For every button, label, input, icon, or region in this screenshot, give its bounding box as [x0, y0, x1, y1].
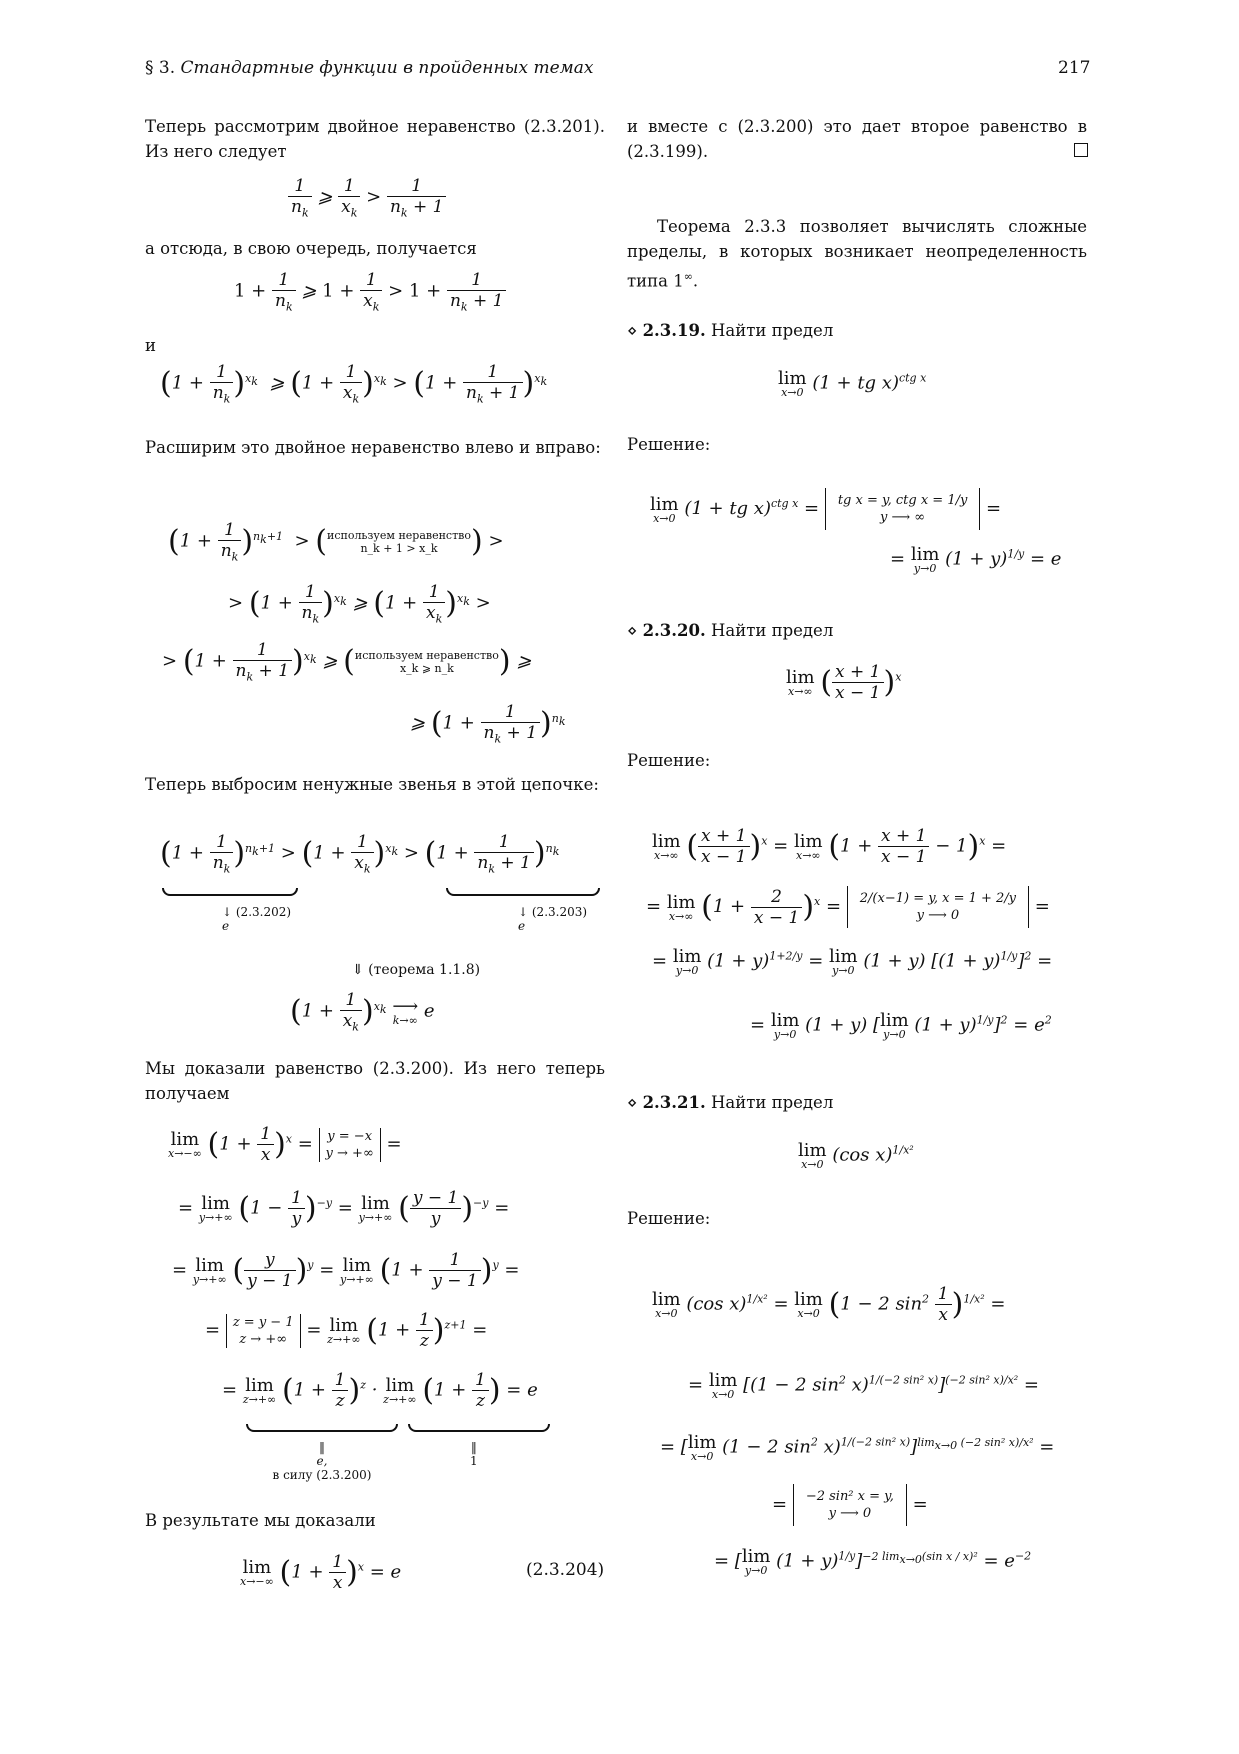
result-formula: lim x→−∞ (1 + $\frac{1}{x}$ )$^x$ = e — [240, 1552, 402, 1593]
solution-21-line-4: = −2 sin² x = y, y ⟶ 0 = — [772, 1484, 928, 1526]
problem-2-3-20: ⋄ 2.3.20. Найти предел — [627, 621, 834, 640]
section-title: Стандартные функции в пройденных темах — [180, 58, 594, 78]
solution-21-line-2: = lim x→0 [(1 − 2 $\sin^2 x)^{1/(-2 sin^2 x)}]^{(-2 sin^2 x)/x^2}$ = — [688, 1370, 1040, 1401]
inequality-1: $\frac{1}{n_k}$ ⩾ $\frac{1}{x_k}$ > $\frac{1}{n_k + 1}$ — [288, 176, 446, 219]
equation-number: (2.3.204) — [526, 1560, 605, 1580]
underbrace-one — [408, 1424, 550, 1432]
arrow-ref-a: ↓ (2.3.202) e — [222, 905, 292, 933]
section-mark: § 3. — [145, 58, 176, 78]
limit-e-line: (1 + $\frac{1}{x_k}$ )$^{x_k}$ ⟶ k→∞ e — [290, 990, 435, 1034]
left-paragraph-3: и — [145, 336, 156, 355]
chain-line-1: (1 + $\frac{1}{n_k}$ )$^{n_k+1}$ > (используем неравенство n_k + 1 > x_k ) > — [168, 520, 504, 564]
solution-21-line-3: = [ lim x→0 (1 − 2 $\sin^2 x)^{1/(-2 sin^2 x)}]^{lim_{x\to 0} (-2 sin^2 x)/x^2}$ = — [660, 1432, 1055, 1463]
brace-label-e: ‖ e, в силу (2.3.200) — [272, 1440, 372, 1482]
underbrace-e — [246, 1424, 398, 1432]
left-paragraph-7: В результате мы доказали — [145, 1511, 376, 1530]
solution-20-line-3: = lim y→0 $(1 + y)^{1+2/y}$ = lim y→0 (1 + y) $[(1 + y)^{1/y}]^2$ = — [652, 946, 1053, 977]
derivation-5: = lim z→+∞ (1 + $\frac{1}{z}$ )$^z$ · lim z→+∞ (1 + $\frac{1}{z}$ ) = e — [222, 1370, 538, 1411]
reduced-chain: (1 + $\frac{1}{n_k}$ )$^{n_k+1}$ > (1 + $\frac{1}{x_k}$ )$^{x_k}$ > (1 + $\frac{1}{n_k + 1}$ )$^{n_k}$ — [160, 832, 560, 876]
solution-label-21: Решение: — [627, 1209, 711, 1228]
problem-19-formula: lim x→0 (1 + tg x)$^{ctg x}$ — [778, 368, 927, 399]
left-paragraph-5: Теперь выбросим ненужные звенья в этой цепочке: — [145, 775, 599, 794]
brace-label-one: ‖ 1 — [470, 1440, 478, 1468]
arrow-ref-b: ↓ (2.3.203) e — [518, 905, 588, 933]
left-paragraph-2: а отсюда, в свою очередь, получается — [145, 239, 477, 258]
left-paragraph-1: Теперь рассмотрим двойное неравенство (2.3.201). Из него следует — [145, 117, 605, 161]
chain-line-4: ⩾ (1 + $\frac{1}{n_k + 1}$ )$^{n_k}$ — [410, 702, 566, 746]
derivation-3: = lim y→+∞ ( $\frac{y}{y - 1}$ )$^y$ = lim y→+∞ (1 + $\frac{1}{y - 1}$ )$^y$ = — [172, 1250, 520, 1291]
underbrace-left — [162, 888, 298, 896]
right-paragraph-1: и вместе с (2.3.200) это дает второе равенство в (2.3.199). — [627, 117, 1087, 161]
derivation-4: = z = y − 1 z → +∞ = lim z→+∞ (1 + $\frac{1}{z}$ )$^{z+1}$ = — [205, 1310, 488, 1351]
solution-19-line-2: = lim y→0 $(1 + y)^{1/y} = e$ — [890, 544, 1062, 575]
problem-20-formula: lim x→∞ ( $\frac{x + 1}{x - 1}$ )$^x$ — [786, 662, 902, 703]
qed-box — [1074, 142, 1088, 161]
problem-2-3-21: ⋄ 2.3.21. Найти предел — [627, 1093, 834, 1112]
derivation-1: lim x→−∞ (1 + $\frac{1}{x}$ )$^x$ = y = −x y → +∞ = — [168, 1124, 402, 1165]
chain-line-3: > (1 + $\frac{1}{n_k + 1}$ )$^{x_k}$ ⩾ (используем неравенство x_k ⩾ n_k ) ⩾ — [162, 640, 532, 684]
solution-21-line-1: lim x→0 (cos x)$^{1/x^2}$ = lim x→0 (1 − 2 $\sin^2$ $\frac{1}{x}$ )$^{1/x^2}$ = — [652, 1284, 1006, 1325]
solution-21-line-5: = [ lim y→0 $(1 + y)^{1/y}]^{-2 lim_{x\to 0}(sin x / x)^2} = e^{-2}$ — [714, 1546, 1032, 1577]
inequality-3: (1 + $\frac{1}{n_k}$ )$^{x_k}$ ⩾ (1 + $\frac{1}{x_k}$ )$^{x_k}$ > (1 + $\frac{1}{n_k + 1}$ )$^{x_k}$ — [160, 362, 548, 406]
left-paragraph-4: Расширим это двойное неравенство влево и вправо: — [145, 438, 601, 457]
derivation-2: = lim y→+∞ (1 − $\frac{1}{y}$ )$^{-y}$ = lim y→+∞ ( $\frac{y - 1}{y}$ )$^{-y}$ = — [178, 1188, 510, 1229]
solution-19-line-1: lim x→0 (1 + tg x)$^{ctg x}$ = tg x = y, ctg x = 1/y y ⟶ ∞ = — [650, 488, 1001, 530]
left-paragraph-6: Мы доказали равенство (2.3.200). Из него теперь получаем — [145, 1059, 605, 1103]
solution-label-19: Решение: — [627, 435, 711, 454]
page-number: 217 — [1058, 58, 1091, 78]
inequality-2: 1 + $\frac{1}{n_k}$ ⩾ 1 + $\frac{1}{x_k}$ > 1 + $\frac{1}{n_k + 1}$ — [234, 270, 506, 313]
chain-line-2: > (1 + $\frac{1}{n_k}$ )$^{x_k}$ ⩾ (1 + $\frac{1}{x_k}$ )$^{x_k}$ > — [228, 582, 491, 626]
solution-20-line-1: lim x→∞ ( $\frac{x + 1}{x - 1}$ )$^x$ = lim x→∞ (1 + $\frac{x + 1}{x - 1}$ − 1)$^x$ = — [652, 826, 1007, 867]
solution-label-20: Решение: — [627, 751, 711, 770]
problem-21-formula: lim x→0 (cos x)$^{1/x^2}$ — [798, 1140, 914, 1171]
solution-20-line-2: = lim x→∞ (1 + $\frac{2}{x - 1}$ )$^x$ = 2/(x−1) = y, x = 1 + 2/y y ⟶ 0 = — [646, 886, 1050, 928]
underbrace-right — [446, 888, 600, 896]
right-paragraph-2: Теорема 2.3.3 позволяет вычислять сложные пределы, в которых возникает неопределенность типа 1∞. — [627, 217, 1087, 291]
running-header — [145, 58, 593, 78]
solution-20-line-4: = lim y→0 (1 + y) [ lim y→0 $(1 + y)^{1/y}]^2 = e^2$ — [750, 1010, 1052, 1041]
problem-2-3-19: ⋄ 2.3.19. Найти предел — [627, 321, 834, 340]
theorem-ref: ⇓ (теорема 1.1.8) — [352, 962, 481, 978]
